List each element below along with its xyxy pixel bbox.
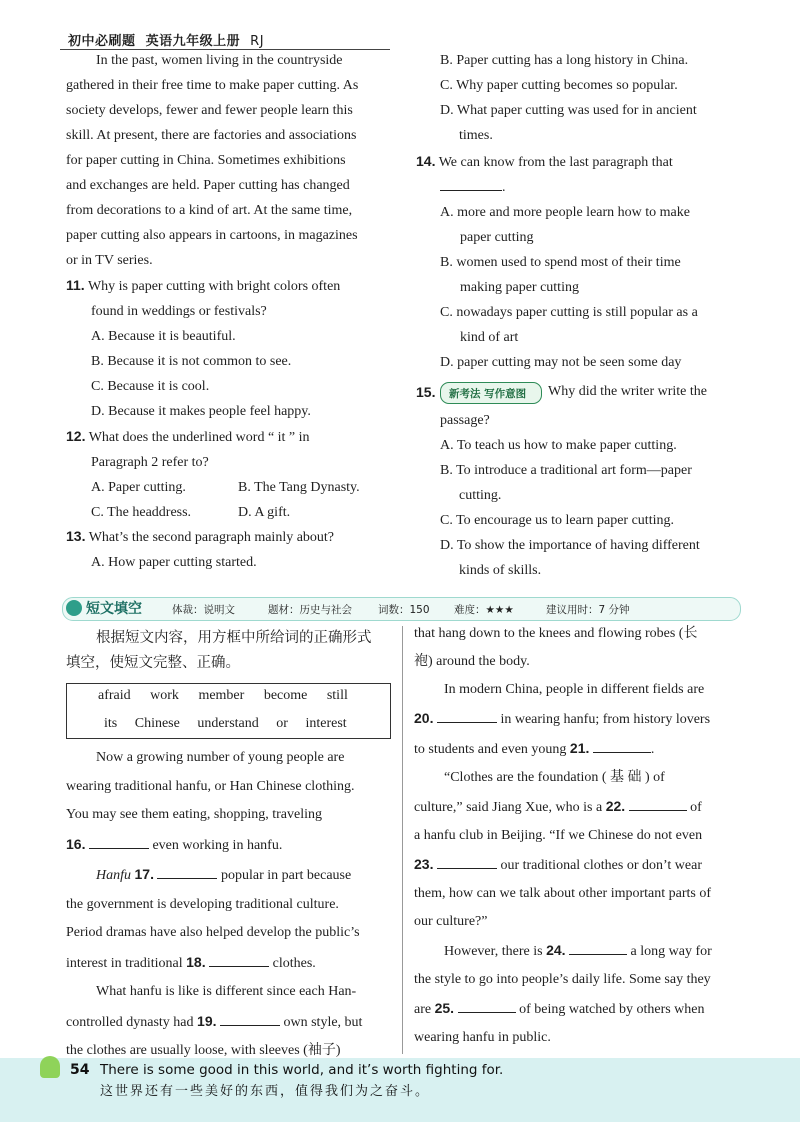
blank-number: 18.	[186, 953, 206, 970]
section-suggested-time: 建议用时：7 分钟	[546, 604, 630, 616]
tag-label: 新考法 写作意图	[449, 388, 527, 400]
cloze-line: them, how can we talk about other important parts of	[414, 886, 712, 901]
option-a: A. Paper cutting.	[91, 480, 186, 495]
edition-label: RJ	[250, 34, 265, 49]
footer-quote-cn: 这世界还有一些美好的东西，值得我们为之奋斗。	[100, 1084, 431, 1099]
word-bank-item: work	[150, 688, 179, 703]
cloze-line: 袍) around the body.	[414, 654, 530, 669]
para-line: gathered in their free time to make paper cutting. As	[66, 78, 359, 93]
answer-blank[interactable]	[440, 176, 502, 191]
cloze-line: Now a growing number of young people are	[96, 750, 345, 765]
cloze-line: that hang down to the knees and flowing robes (长	[414, 626, 698, 641]
cloze-line: the clothes are usually loose, with sleeves (袖子)	[66, 1043, 341, 1058]
cloze-passage-left	[66, 744, 392, 1066]
option-d: D. A gift.	[238, 505, 291, 520]
hanfu-word: Hanfu	[96, 868, 131, 883]
cloze-line: a hanfu club in Beijing. “If we Chinese do not even	[414, 828, 703, 843]
answer-blank-19[interactable]	[220, 1011, 280, 1026]
para-line: society develops, fewer and fewer people learn this	[66, 103, 353, 118]
cloze-line: in wearing hanfu; from history lovers	[500, 712, 711, 727]
question-stem: What’s the second paragraph mainly about?	[88, 530, 335, 545]
para-line: paper cutting also appears in cartoons, in magazines	[66, 228, 358, 243]
question-number: 12.	[66, 428, 86, 444]
option-c-cont: kind of art	[460, 330, 519, 345]
cloze-line: popular in part because	[220, 868, 352, 883]
answer-blank-18[interactable]	[209, 952, 269, 967]
balloon-icon	[40, 1056, 60, 1078]
blank-number: 20.	[414, 710, 434, 726]
word-bank-item: afraid	[98, 688, 131, 703]
option-a: A. Because it is beautiful.	[91, 329, 236, 344]
option-d-cont: times.	[459, 128, 493, 143]
cloze-line: own style, but	[283, 1014, 363, 1030]
section-difficulty: 难度：★★★	[454, 604, 514, 616]
cloze-line: However, there is	[444, 944, 543, 959]
question-stem: Why is paper cutting with bright colors often	[87, 279, 341, 294]
book-title: 英语九年级上册	[145, 34, 241, 49]
option-d: D. Because it makes people feel happy.	[91, 404, 311, 419]
section-topic: 题材：历史与社会	[268, 604, 352, 616]
cloze-line: culture,” said Jiang Xue, who is a	[414, 800, 603, 815]
cloze-line: our traditional clothes or don’t wear	[500, 858, 702, 873]
question-stem: found in weddings or festivals?	[91, 304, 267, 319]
cloze-line: interest in traditional	[66, 955, 183, 971]
option-d-cont: kinds of skills.	[459, 563, 542, 578]
question-number: 13.	[66, 528, 86, 544]
page-number: 54	[70, 1062, 90, 1078]
question-stem: What does the underlined word “ it ” in	[88, 430, 310, 445]
cloze-line: of	[690, 800, 702, 815]
answer-blank-23[interactable]	[437, 854, 497, 869]
column-divider	[402, 626, 403, 1054]
option-c: C. Because it is cool.	[91, 379, 210, 394]
footer-quote-en: There is some good in this world, and it’s worth fighting for.	[100, 1062, 504, 1078]
para-line: for paper cutting in China. Sometimes exhibitions	[66, 153, 346, 168]
answer-blank-21[interactable]	[593, 738, 651, 753]
question-stem: passage?	[440, 413, 490, 428]
para-line: from decorations to a kind of art. At the same time,	[66, 203, 353, 218]
para-line: In the past, women living in the countryside	[96, 53, 343, 68]
blank-number: 24.	[546, 942, 566, 958]
cloze-line: Period dramas have also helped develop the public’s	[66, 925, 360, 940]
cloze-line: wearing hanfu in public.	[414, 1030, 551, 1045]
word-bank-item: become	[263, 688, 308, 703]
option-b-cont: cutting.	[459, 488, 502, 503]
option-c: C. To encourage us to learn paper cutting.	[440, 513, 674, 528]
word-bank-row	[98, 683, 348, 708]
blank-number: 21.	[569, 740, 590, 756]
question-15	[440, 408, 742, 583]
word-bank-item: interest	[305, 716, 347, 731]
blank-number: 17.	[134, 866, 154, 882]
option-c: C. nowadays paper cutting is still popular as a	[440, 305, 698, 320]
answer-blank-24[interactable]	[569, 940, 627, 955]
cloze-line: a long way for	[630, 944, 712, 959]
para-line: and exchanges are held. Paper cutting has changed	[66, 178, 350, 193]
question-14: 14. We can know from the last paragraph that . A. more and more people learn how to make paper cutting B. women used to spend most of their time making paper cutting C. nowadays paper cutting is still popular as a kind of art D. paper cutting may not be seen some day	[416, 149, 742, 375]
section-genre: 体裁：说明文	[172, 604, 235, 616]
answer-blank-22[interactable]	[629, 796, 687, 811]
cloze-line: the government is developing traditional culture.	[66, 896, 339, 912]
blank-number: 23.	[414, 856, 434, 872]
answer-blank-20[interactable]	[437, 708, 497, 723]
question-12	[66, 424, 396, 525]
option-a: A. more and more people learn how to make	[440, 205, 690, 220]
cloze-line: to students and even young	[414, 742, 567, 757]
cloze-line: “Clothes are the foundation ( 基 础 ) of	[444, 770, 665, 785]
new-question-type-tag	[440, 382, 542, 404]
cloze-line: our culture?”	[414, 914, 488, 929]
answer-blank-16[interactable]	[89, 834, 149, 849]
cloze-line: clothes.	[272, 955, 316, 971]
option-b: B. women used to spend most of their time	[440, 255, 681, 270]
blank-number: 19.	[197, 1012, 217, 1029]
option-b-cont: making paper cutting	[460, 280, 579, 295]
option-d: D. paper cutting may not be seen some day	[440, 355, 682, 370]
option-a: A. To teach us how to make paper cutting.	[440, 438, 677, 453]
cloze-line: even working in hanfu.	[152, 837, 283, 853]
section-icon	[66, 600, 82, 616]
section-word-count: 词数：150	[378, 604, 430, 616]
cloze-line: wearing traditional hanfu, or Han Chinese clothing.	[66, 778, 355, 794]
question-number: 15.	[416, 384, 436, 400]
word-bank-item: understand	[197, 716, 259, 731]
question-number: 11.	[66, 277, 85, 293]
para-line: skill. At present, there are factories and associations	[66, 128, 357, 143]
cloze-instructions	[96, 626, 372, 651]
option-c: C. Why paper cutting becomes so popular.	[440, 78, 678, 93]
question-stem: We can know from the last paragraph that	[438, 155, 673, 170]
instruction-line: 根据短文内容，用方框中所给词的正确形式	[96, 630, 372, 646]
option-b: B. Because it is not common to see.	[91, 354, 292, 369]
blank-number: 22.	[605, 798, 626, 814]
word-bank-item: member	[198, 688, 245, 703]
running-header	[68, 30, 264, 49]
instruction-line: 填空，使短文完整、正确。	[66, 655, 240, 671]
answer-blank-25[interactable]	[458, 998, 516, 1013]
para-line: or in TV series.	[66, 253, 153, 268]
word-bank-item: or	[276, 716, 288, 731]
option-b: B. Paper cutting has a long history in China.	[440, 53, 689, 68]
option-a: A. How paper cutting started.	[91, 555, 257, 570]
cloze-line: In modern China, people in different fields are	[444, 682, 705, 697]
question-13	[66, 524, 396, 575]
cloze-line: You may see them eating, shopping, traveling	[66, 807, 322, 822]
option-b: B. To introduce a traditional art form—paper	[440, 463, 692, 478]
option-c: C. The headdress.	[91, 505, 192, 520]
question-stem: Why did the writer write the	[548, 384, 708, 399]
word-bank-row	[104, 711, 347, 736]
question-13-options	[440, 48, 740, 148]
cloze-line: are	[414, 1002, 432, 1017]
blank-number: 16.	[66, 835, 86, 852]
cloze-line: of being watched by others when	[519, 1002, 705, 1017]
blank-number: 25.	[434, 1000, 455, 1016]
option-b: B. The Tang Dynasty.	[238, 480, 360, 495]
section-title: 短文填空	[86, 601, 142, 617]
passage-paragraph	[66, 48, 394, 273]
cloze-passage-right: that hang down to the knees and flowing robes (长 袍) around the body. In modern China, people in different fields are 20. in wearing hanfu; from history lovers to students and even young 21. . “Clothes are the foundation ( 基 础 ) of culture,” said Jiang Xue, who is a 22. of a hanfu club in Beijing. “If we Chinese do not even 23. our traditional clothes or don’t wear them, how can we talk about other important parts of our culture?” However, there is 24. a long way for the style to go into people’s daily life. Some say they are 25. of being watched by others when wearing hanfu in public.	[414, 620, 742, 1052]
answer-blank-17[interactable]	[157, 864, 217, 879]
question-number: 14.	[416, 153, 436, 169]
word-bank-item: its	[104, 716, 118, 731]
cloze-line: controlled dynasty had	[66, 1014, 194, 1030]
word-bank-item: Chinese	[134, 716, 180, 731]
question-stem: Paragraph 2 refer to?	[91, 455, 209, 470]
cloze-line: What hanfu is like is different since each Han-	[96, 984, 357, 999]
option-a-cont: paper cutting	[460, 230, 534, 245]
cloze-line: the style to go into people’s daily life. Some say they	[414, 972, 711, 987]
word-bank-item: still	[326, 688, 348, 703]
option-d: D. To show the importance of having different	[440, 538, 700, 553]
book-series: 初中必刷题	[68, 34, 136, 49]
question-11	[66, 273, 396, 424]
option-d: D. What paper cutting was used for in ancient	[440, 103, 697, 118]
